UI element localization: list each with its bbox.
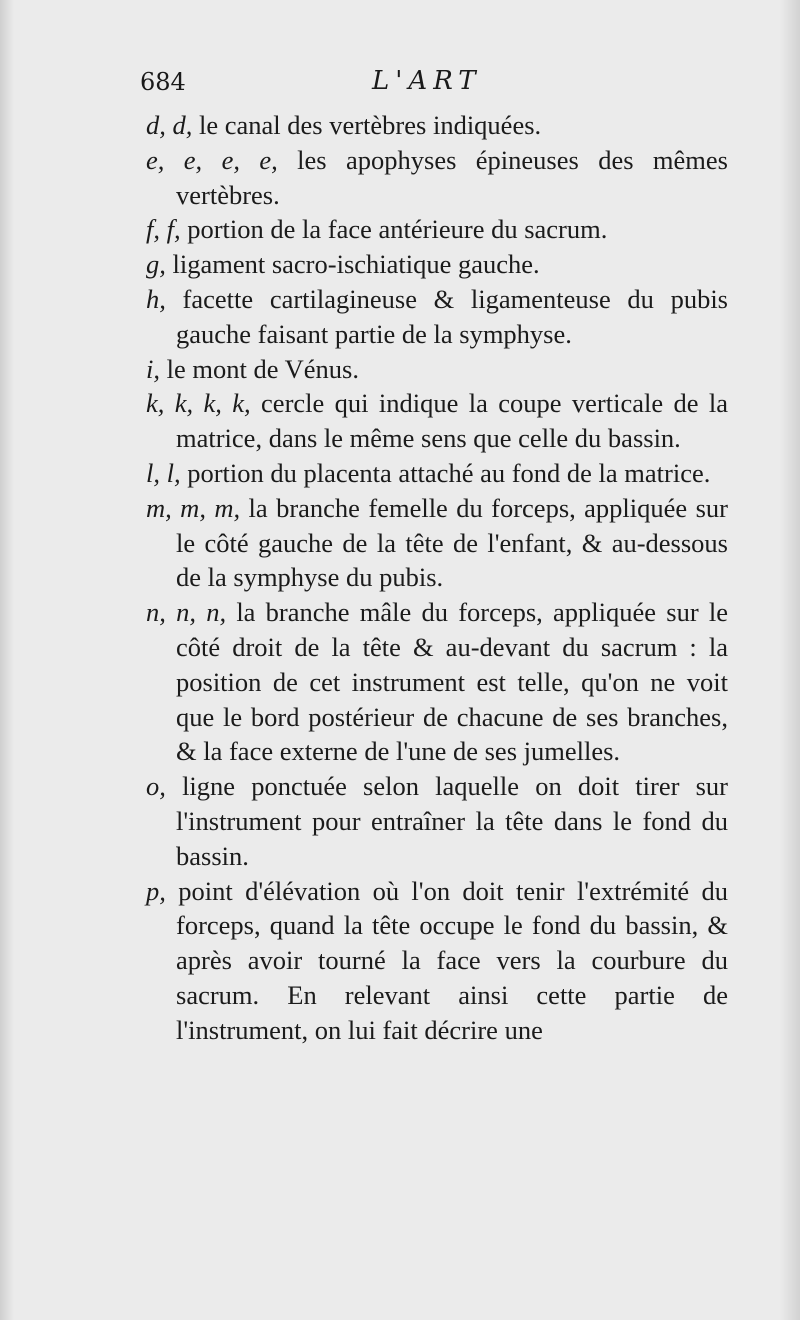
entry-label: k, k, k, k, bbox=[146, 388, 251, 419]
entry-label: f, f, bbox=[146, 214, 181, 245]
legend-entry-n bbox=[146, 595, 728, 769]
entry-text: la branche femelle du forceps, appliquée sur le côté gauche de la tête de l'enfant, & au-dessous de la symphyse du pubis. bbox=[176, 492, 728, 593]
legend-entries bbox=[146, 108, 728, 1048]
legend-entry-p bbox=[146, 874, 728, 1048]
legend-entry-d bbox=[146, 108, 728, 143]
entry-text: point d'élévation où l'on doit tenir l'extrémité du forceps, quand la tête occupe le fond du bassin, & après avoir tourné la face vers la courbure du sacrum. En relevant ainsi cette partie de l'instrument, on lui fait décrire une bbox=[176, 875, 728, 1045]
entry-label: p, bbox=[146, 875, 166, 906]
entry-text: ligament sacro-ischiatique gauche. bbox=[172, 249, 540, 280]
entry-text: portion du placenta attaché au fond de la matrice. bbox=[187, 457, 711, 488]
entry-label: n, n, n, bbox=[146, 597, 227, 628]
legend-entry-o bbox=[146, 769, 728, 873]
entry-text: cercle qui indique la coupe verticale de la matrice, dans le même sens que celle du bassin. bbox=[176, 388, 728, 454]
entry-label: i, bbox=[146, 353, 160, 384]
legend-entry-e bbox=[146, 143, 728, 213]
entry-label: d, d, bbox=[146, 110, 193, 140]
legend-entry-g bbox=[146, 247, 728, 282]
running-head: L'ART bbox=[372, 66, 482, 96]
page-number: 684 bbox=[140, 68, 186, 96]
entry-label: m, m, m, bbox=[146, 492, 241, 523]
legend-entry-f bbox=[146, 212, 728, 247]
page-header bbox=[140, 62, 740, 102]
legend-entry-h bbox=[146, 282, 728, 352]
legend-entry-i bbox=[146, 352, 728, 387]
entry-label: o, bbox=[146, 771, 166, 802]
legend-entry-m bbox=[146, 491, 728, 595]
entry-text: portion de la face antérieure du sacrum. bbox=[187, 214, 608, 245]
legend-entry-l bbox=[146, 456, 728, 491]
legend-entry-k bbox=[146, 386, 728, 456]
entry-text: le canal des vertèbres indiquées. bbox=[199, 110, 542, 140]
entry-text: les apophyses épineuses des mêmes vertèbres. bbox=[176, 144, 728, 210]
entry-text: ligne ponctuée selon laquelle on doit tirer sur l'instrument pour entraîner la tête dans le fond du bassin. bbox=[176, 771, 729, 871]
entry-label: g, bbox=[146, 249, 166, 280]
entry-text: le mont de Vénus. bbox=[166, 353, 359, 384]
entry-text: facette cartilagineuse & ligamenteuse du pubis gauche faisant partie de la symphyse. bbox=[176, 283, 728, 349]
entry-text: la branche mâle du forceps, appliquée sur le côté droit de la tête & au-devant du sacrum : la position de cet instrument est telle, qu'on ne voit que le bord postérieur de chacune de ses branches, & la face externe de l'une de ses jumelles. bbox=[176, 597, 729, 767]
entry-label: e, e, e, e, bbox=[146, 144, 278, 175]
entry-label: l, l, bbox=[146, 457, 181, 488]
entry-label: h, bbox=[146, 283, 166, 314]
